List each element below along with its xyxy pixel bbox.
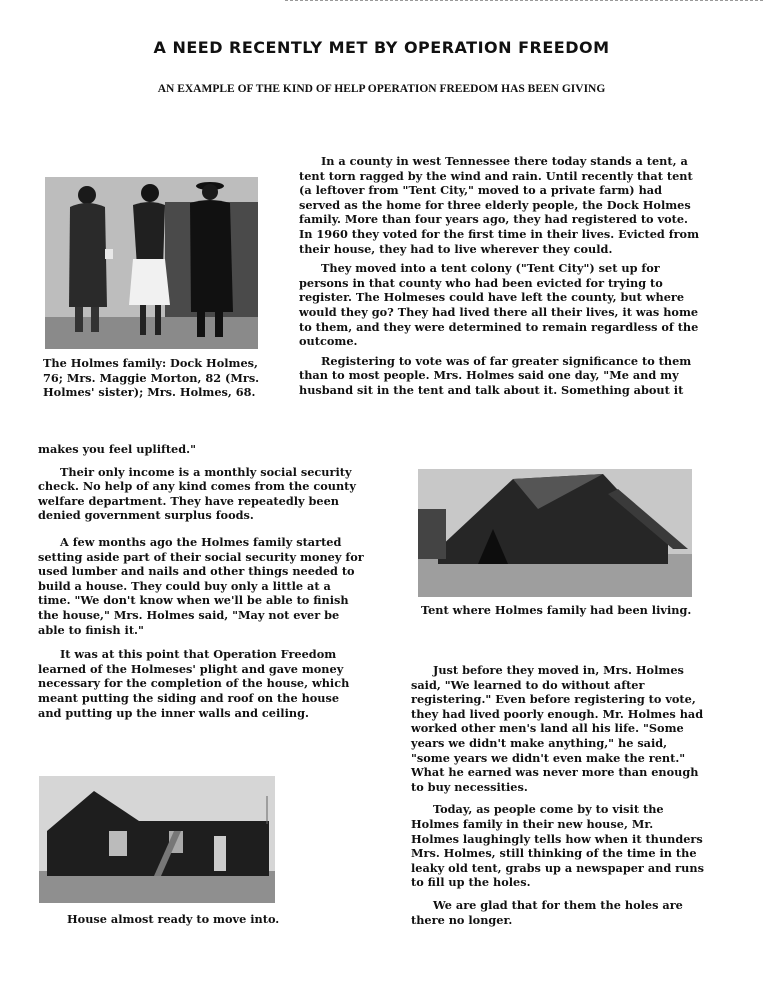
tent-photo [418, 469, 692, 597]
family-photo [45, 177, 258, 349]
page-title: A NEED RECENTLY MET BY OPERATION FREEDOM [153, 38, 610, 57]
paragraph: makes you feel uplifted." [38, 442, 196, 456]
family-photo-caption: The Holmes family: Dock Holmes, 76; Mrs. Maggie Morton, 82 (Mrs. Holmes' sister); Mrs. Holmes, 68. [43, 356, 260, 400]
paragraph: Registering to vote was of far greater significance to them than to most people. Mrs. Holmes said one day, "Me and my husband sit in the tent and talk about it. Something about it [299, 353, 692, 397]
article-column-1 [299, 154, 703, 403]
paragraph: Just before they moved in, Mrs. Holmes said, "We learned to do without after registering." Even before registering to vote, they had lived poorly enough. Mr. Holmes had worked other men's land all his life. "Some years we didn't make anything," he said, "some years we didn't even make the rent." What he earned was never more than enough to buy necessities. [411, 663, 704, 794]
article-column-3 [411, 663, 705, 932]
tent-photo-caption: Tent where Holmes family had been living. [421, 603, 692, 617]
paragraph: We are glad that for them the holes are there no longer. [411, 897, 683, 927]
house-photo-caption: House almost ready to move into. [67, 912, 280, 926]
page-subtitle: AN EXAMPLE OF THE KIND OF HELP OPERATION FREEDOM HAS BEEN GIVING [157, 83, 606, 95]
paragraph: Today, as people come by to visit the Holmes family in their new house, Mr. Holmes laughingly tells how when it thunders Mrs. Holmes, still thinking of the time in the leaky old tent, grabs up a newspaper and runs to fill up the holes. [411, 802, 704, 890]
paragraph: In a county in west Tennessee there today stands a tent, a tent torn ragged by the wind and rain. Until recently that tent (a leftover from "Tent City," moved to a private farm) had served as the home for three elderly people, the Dock Holmes family. More than four years ago, they had registered to vote. In 1960 they voted for the first time in their lives. Evicted from their house, they had to live wherever they could. [299, 154, 700, 256]
paragraph: It was at this point that Operation Freedom learned of the Holmeses' plight and gave money necessary for the completion of the house, which meant putting the siding and roof on the house and putting up the inner walls and ceiling. [38, 647, 350, 720]
top-border-line [285, 0, 763, 4]
article-column-2 [38, 442, 364, 725]
house-photo [39, 776, 275, 903]
paragraph: A few months ago the Holmes family started setting aside part of their social security money for used lumber and nails and other things needed to build a house. They could buy only a little at a time. "We don't know when we'll be able to finish the house," Mrs. Holmes said, "May not ever be able to finish it." [38, 534, 364, 637]
paragraph: They moved into a tent colony ("Tent City") set up for persons in that county who had been evicted for trying to register. The Holmeses could have left the county, but where would they go? They had lived there all their lives, it was home to them, and they were determined to remain regardless of the outcome. [299, 261, 699, 349]
paragraph: Their only income is a monthly social security check. No help of any kind comes from the county welfare department. They have repeatedly been denied government surplus foods. [38, 464, 356, 523]
